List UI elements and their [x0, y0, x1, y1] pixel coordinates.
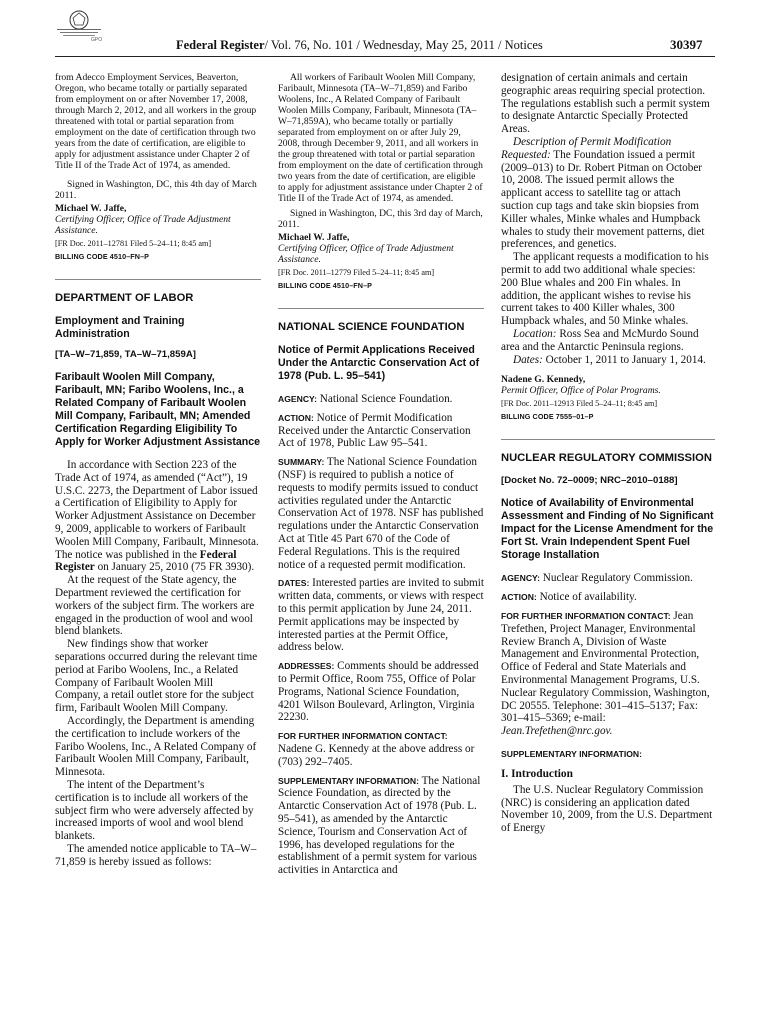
- field-label: FOR FURTHER INFORMATION CONTACT:: [278, 731, 448, 742]
- volume-issue: / Vol. 76, No. 101 / Wednesday, May 25, 2011 / Notices: [264, 38, 543, 52]
- column-1: [55, 72, 261, 869]
- intro-paragraph: The U.S. Nuclear Regulatory Commission (NRC) is considering an application dated November 10, 2009, from the U.S. Department of Energy: [501, 783, 713, 835]
- signer-title: Permit Officer, Office of Polar Programs.: [501, 385, 661, 397]
- action-field: ACTION: Notice of availability.: [501, 591, 637, 604]
- body-paragraph: Accordingly, the Department is amending the certification to include workers of the Faribo Woolens, Inc., A Related Company of Faribault Woolen Mill Company, Faribault, Minnesota.: [55, 714, 257, 779]
- field-label: ADDRESSES:: [278, 661, 335, 672]
- continued-text: designation of certain animals and certain geographic areas requiring special protection. The regulations establish such a permit system to designate Antarctic Specially Protected Areas.: [501, 72, 710, 136]
- publication-name: Federal Register: [176, 38, 265, 52]
- running-header: [176, 38, 543, 53]
- section-separator: [501, 439, 715, 440]
- signer-name: Michael W. Jaffe,: [55, 203, 127, 214]
- section-separator: [278, 308, 484, 309]
- agency-heading: NUCLEAR REGULATORY COMMISSION: [501, 452, 712, 465]
- signer-title: Certifying Officer, Office of Trade Adjustment Assistance.: [55, 214, 231, 236]
- signed-statement: Signed in Washington, DC, this 4th day of March 2011.: [55, 179, 257, 201]
- page-number: 30397: [670, 37, 703, 52]
- summary-field: SUMMARY: The National Science Foundation (NSF) is required to publish a notice of requests to modify permits issued to conduct activities regulated under the Antarctic Conservation Act of 1978. NSF has published regulations under the Antarctic Conservation Act at Title 45 Part 670 of the Code of Federal Regulations. This is the required notice of a requested permit modification.: [278, 456, 484, 571]
- notice-title: Notice of Permit Applications Received Under the Antarctic Conservation Act of 1978 (Pub. L. 95–541): [278, 344, 480, 382]
- field-label: SUPPLEMENTARY INFORMATION:: [278, 775, 419, 786]
- column-2: [278, 72, 484, 883]
- billing-code: BILLING CODE 4510–FN–P: [55, 252, 150, 261]
- contact-field: FOR FURTHER INFORMATION CONTACT: Jean Trefethen, Project Manager, Environmental Review Branch A, Division of Waste Management and Environmental Protection, Office of Federal and State Materials and Environmental Management Programs, U.S. Nuclear Regulatory Commission, Washington, DC 20555. Telephone: 301–415–5137; Fax: 301–415–5369; e-mail: Jean.Trefethen@nrc.gov.: [501, 609, 710, 738]
- gpo-authenticated-logo: [55, 10, 103, 42]
- continued-text: All workers of Faribault Woolen Mill Company, Faribault, Minnesota (TA–W–71,859) and Faribo Woolens, Inc., A Related Company of Faribault Woolen Mills Company, Faribault, Minnesota (TA–W–71,859A), who became totally or partially separated from employment on or after July 29, 2008, through December 9, 2011, and all workers in the group threatened with total or partial separation from employment on the date of certification through two years from the date of certification, are eligible to apply for adjustment assistance under Chapter 2 of Title II of the Trade Act of 1974, as amended.: [278, 72, 483, 204]
- action-field: ACTION: Notice of Permit Modification Received under the Antarctic Conservation Act of 1978, Public Law 95–541.: [278, 411, 471, 450]
- field-label: DATES:: [278, 578, 310, 589]
- contact-field: FOR FURTHER INFORMATION CONTACT: Nadene G. Kennedy at the above address or (703) 292–7405.: [278, 730, 484, 768]
- dates-field: DATES: Interested parties are invited to submit written data, comments, or views with respect to this permit application by June 24, 2011. Permit applications may be inspected by interested parties at the Permit Office, address below.: [278, 577, 484, 654]
- notice-title: Notice of Availability of Environmental Assessment and Finding of No Significant Impact for the License Amendment for the Fort St. Vrain Independent Spent Fuel Storage Installation: [501, 497, 714, 562]
- column-3: [501, 72, 715, 835]
- modification-paragraph: The applicant requests a modification to his permit to add two additional whale species: 200 Blue whales and 200 Fin whales. In addition, the applicant wishes to revise his current takes to 400 Killer whales, 300 Humpback whales, and 50 Minke whales.: [501, 251, 709, 328]
- description-paragraph: Description of Permit Modification Requested: The Foundation issued a permit (2009–013) to Dr. Robert Pitman on October 10, 2008. The issued permit allows the applicant access to satellite tag or attach suction cup tags and take skin biopsies from Killer whales, Minke whales and Humpback whales to study their movement patterns, diet preferences, and genetics.: [501, 135, 705, 251]
- fr-doc-number: [FR Doc. 2011–12913 Filed 5–24–11; 8:45 am]: [501, 399, 658, 409]
- field-label: ACTION:: [278, 412, 314, 423]
- agency-field: AGENCY: Nuclear Regulatory Commission.: [501, 572, 693, 585]
- signer-title: Certifying Officer, Office of Trade Adjustment Assistance.: [278, 243, 454, 265]
- supplementary-label: SUPPLEMENTARY INFORMATION:: [501, 748, 642, 759]
- field-label: FOR FURTHER INFORMATION CONTACT:: [501, 610, 671, 621]
- agency-field: AGENCY: National Science Foundation.: [278, 393, 453, 405]
- signer-name: Michael W. Jaffe,: [278, 232, 350, 243]
- contact-email: Jean.Trefethen@nrc.gov.: [501, 725, 613, 738]
- header-rule: [55, 56, 715, 57]
- agency-heading: DEPARTMENT OF LABOR: [55, 292, 194, 304]
- addresses-field: ADDRESSES: Comments should be addressed to Permit Office, Room 755, Office of Polar Programs, National Science Foundation, 4201 Wilson Boulevard, Arlington, Virginia 22230.: [278, 660, 479, 724]
- signer-name: Nadene G. Kennedy,: [501, 374, 586, 386]
- continued-text: from Adecco Employment Services, Beaverton, Oregon, who became totally or partially separated from employment on or after November 17, 2008, through March 2, 2012, and all workers in the group threatened with total or partial separation from employment on the date of certification through two years from the date of certification, are eligible to apply for adjustment assistance under Chapter 2 of Title II of the Trade Act of 1974, as amended.: [55, 72, 257, 171]
- billing-code: BILLING CODE 7555–01–P: [501, 412, 594, 422]
- dates-paragraph: Dates: October 1, 2011 to January 1, 2014.: [513, 353, 706, 366]
- field-label: SUMMARY:: [278, 457, 325, 468]
- field-label: ACTION:: [501, 592, 537, 603]
- fr-doc-number: [FR Doc. 2011–12781 Filed 5–24–11; 8:45 am]: [55, 239, 212, 248]
- body-paragraph: The amended notice applicable to TA–W–71,859 is hereby issued as follows:: [55, 842, 257, 868]
- field-label: AGENCY:: [501, 573, 540, 584]
- docket-number: [Docket No. 72–0009; NRC–2010–0188]: [501, 475, 678, 487]
- subagency-heading: Employment and Training Administration: [55, 315, 185, 340]
- field-label: AGENCY:: [278, 394, 317, 404]
- section-heading: I. Introduction: [501, 767, 573, 780]
- notice-title: Faribault Woolen Mill Company, Faribault, MN; Faribo Woolens, Inc., a Related Company of Faribault Woolen Mill Company, Faribault, MN; Amended Certification Regarding Eligibility To Apply for Worker Adjustment Assistance: [55, 371, 261, 448]
- signed-statement: Signed in Washington, DC, this 3rd day of March, 2011.: [278, 208, 483, 230]
- supplementary-field: SUPPLEMENTARY INFORMATION: The National Science Foundation, as directed by the Antarctic Conservation Act of 1978 (Pub. L. 95–541), as amended by the Antarctic Science, Tourism and Conservation Act of 1996, has developed regulations for the establishment of a permit system for various activities in Antarctica and: [278, 774, 481, 877]
- section-separator: [55, 279, 261, 280]
- svg-text:GPO: GPO: [91, 37, 103, 42]
- agency-heading: NATIONAL SCIENCE FOUNDATION: [278, 321, 465, 333]
- location-paragraph: Location: Ross Sea and McMurdo Sound area and the Antarctic Peninsula regions.: [501, 327, 699, 353]
- fr-doc-number: [FR Doc. 2011–12779 Filed 5–24–11; 8:45 am]: [278, 268, 435, 277]
- billing-code: BILLING CODE 4510–FN–P: [278, 281, 373, 290]
- federal-register-ref: Federal Register: [55, 548, 237, 574]
- body-paragraph: The intent of the Department’s certification is to include all workers of the subject firm who were adversely affected by increased imports of wool and wool blend blankets.: [55, 778, 254, 843]
- docket-number: [TA–W–71,859, TA–W–71,859A]: [55, 349, 196, 360]
- body-paragraph: At the request of the State agency, the Department reviewed the certification for workers of the subject firm. The workers are engaged in the production of wool and wool blend blankets.: [55, 574, 255, 638]
- body-paragraph: In accordance with Section 223 of the Trade Act of 1974, as amended (“Act”), 19 U.S.C. 2273, the Department of Labor issued a Certification of Eligibility to Apply for Worker Adjustment Assistance on December 9, 2009, applicable to workers of Faribault Woolen Mill Company, Faribault, Minnesota. The notice was published in the Federal Register on January 25, 2010 (75 FR 3930).: [55, 459, 259, 574]
- body-paragraph: New findings show that worker separations occurred during the relevant time period at Faribo Woolens, Inc., a Related Company of Faribault Woolen Mill Company, a retail outlet store for the subject firm, Faribault Woolen Mill Company.: [55, 638, 258, 715]
